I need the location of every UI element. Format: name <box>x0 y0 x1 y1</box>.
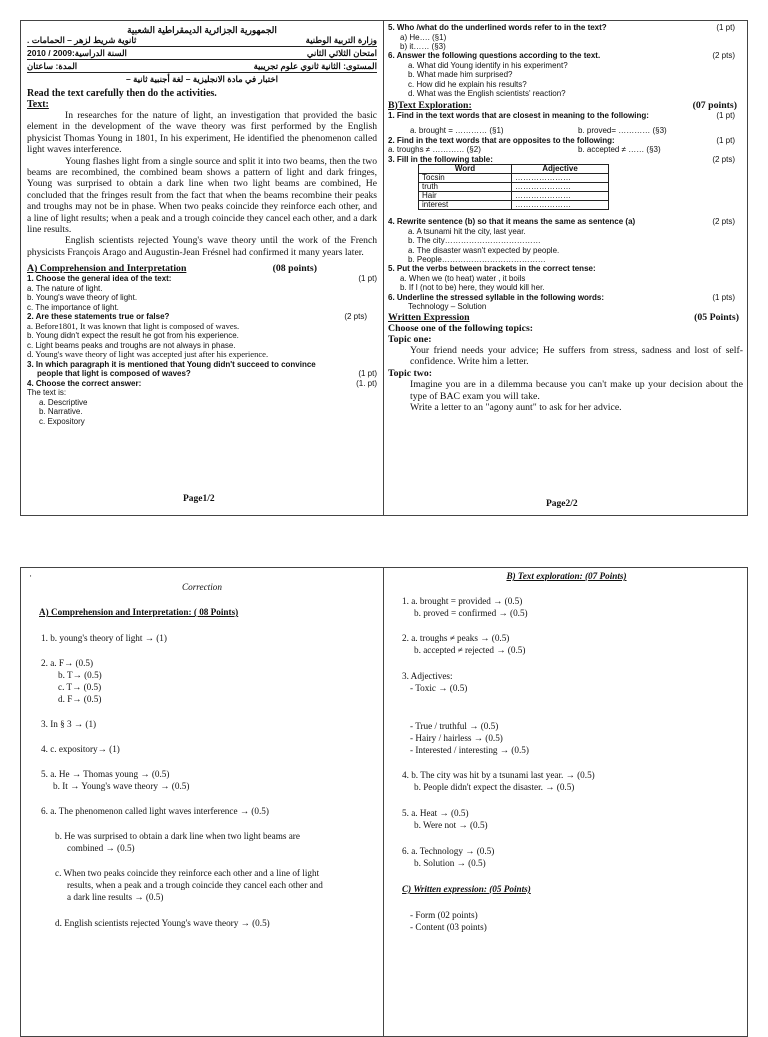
b2-answers: a. troughs ≠ ………… (§2) b. accepted ≠ …… (§3) <box>388 145 661 155</box>
b4-item: a. The disaster wasn't expected by people. <box>408 245 560 255</box>
correction-title: Correction <box>182 582 222 592</box>
answer-b5-b: b. Were not → (0.5) <box>414 820 488 830</box>
page-2-column <box>384 21 748 515</box>
duration-ar: المدة: ساعتان <box>27 61 78 71</box>
table-row <box>419 174 609 183</box>
q5-item-b: b) it…… (§3) <box>400 42 446 51</box>
fill-table <box>418 164 609 210</box>
answer-a6-b: b. He was surprised to obtain a dark line when two light beams are <box>55 831 300 841</box>
b-question-1: 1. Find in the text words that are closest in meaning to the following: (1 pt) <box>388 110 735 120</box>
page-2-footer: Page2/2 <box>546 499 578 509</box>
answer-a6-c-cont: results, when a peak and a trough coincide they cancel each other and <box>67 880 323 890</box>
q6-item-d: d. What was the English scientists' reaction? <box>408 89 566 99</box>
question-4: 4. Choose the correct answer: (1. pt) <box>27 378 377 388</box>
correction-section-b: B) Text exploration: (07 Points) <box>506 571 627 581</box>
table-cell: ………………… <box>512 183 609 192</box>
table-row <box>419 183 609 192</box>
table-header: Adjective <box>512 165 609 174</box>
b4-item: a. A tsunami hit the city, last year. <box>408 226 526 236</box>
q1-option-a: a. The nature of light. <box>27 283 103 293</box>
answer-a6-a: 6. a. The phenomenon called light waves interference → (0.5) <box>41 806 269 816</box>
header-rule <box>27 46 377 47</box>
header-row-1 <box>27 35 377 45</box>
answer-b2-b: b. accepted ≠ rejected → (0.5) <box>414 645 526 655</box>
q6-item-b: b. What made him surprised? <box>408 70 513 80</box>
subject-ar: اختبار في مادة الانجليزية – لغة أجنبية ثانية – <box>126 74 278 84</box>
answer-b3-title: 3. Adjectives: <box>402 671 453 681</box>
answer-a4: 4. c. expository→ (1) <box>41 744 120 754</box>
table-cell: truth <box>419 183 512 192</box>
question-3-cont: people that light is composed of waves? (1 pt) <box>37 369 377 379</box>
text-label: Text: <box>27 99 49 110</box>
topic-two-instruction: Write a letter to an "agony aunt" to ask for her advice. <box>410 402 622 414</box>
q2-statement-b: b. Young didn't expect the result he got from his experience. <box>27 331 239 341</box>
answer-a2-c: c. T→ (0.5) <box>58 682 102 692</box>
section-a-heading: A) Comprehension and Interpretation (08 points) <box>27 263 317 275</box>
header-title-ar: الجمهورية الجزائرية الديمقراطية الشعبية <box>127 25 277 35</box>
answer-b3-item: - Hairy / hairless → (0.5) <box>410 733 503 743</box>
correction-left-column <box>21 568 383 1036</box>
correction-sheet <box>20 567 748 1037</box>
q2-statement-d: d. Young's wave theory of light was accepted just after his experience. <box>27 349 269 360</box>
answer-b3-item: - Toxic → (0.5) <box>410 683 468 693</box>
answer-a5-b: b. It → Young's wave theory → (0.5) <box>53 781 190 791</box>
answer-a2-a: 2. a. F→ (0.5) <box>41 658 94 668</box>
answer-a6-c: c. When two peaks coincide they reinforce each other and a line of light <box>55 868 320 878</box>
answer-a1: 1. b. young's theory of light → (1) <box>41 633 167 643</box>
topic-two-label: Topic two: <box>388 368 432 380</box>
answer-b6-b: b. Solution → (0.5) <box>414 858 486 868</box>
b-question-4: 4. Rewrite sentence (b) so that it means the same as sentence (a) (2 pts) <box>388 217 735 227</box>
b1-answers: a. brought = ………… (§1) b. proved= ………… (§3) <box>410 126 667 136</box>
b4-item: b. The city……………………………… <box>408 236 541 246</box>
page-1-column <box>21 21 383 515</box>
q4-option-c: c. Expository <box>39 416 85 426</box>
answer-b4-a: 4. b. The city was hit by a tsunami last year. → (0.5) <box>402 770 595 780</box>
b-question-3: 3. Fill in the following table: (2 pts) <box>388 154 735 164</box>
topic-one-text: Your friend needs your advice; He suffers from stress, sadness and lost of self-confidence. Write him a letter. <box>410 344 743 368</box>
correction-section-c: C) Written expression: (05 Points) <box>402 884 531 894</box>
table-cell: Hair <box>419 192 512 201</box>
table-header-row <box>419 165 609 174</box>
q1-option-b: b. Young's wave theory of light. <box>27 293 138 303</box>
answer-b6-a: 6. a. Technology → (0.5) <box>402 846 495 856</box>
answer-b3-item: - Interested / interesting → (0.5) <box>410 745 529 755</box>
text-paragraph-2: Young flashes light from a single source and split it into two beams, then the two beams are recombined, the combined beam shows a pattern of light and dark fringes, Young was surprised to obtain a dark line when two light beams are combined, He concluded that the fringes result from the fact that when the beams recombine their peaks and troughs may not be in phase. When two peaks coincide they reinforce each other, and a line of light results; when a peak and a trough coincide they cancel each other, and a dark line results. <box>27 155 377 236</box>
table-row <box>419 201 609 210</box>
answer-b1-a: 1. a. brought = provided → (0.5) <box>402 596 523 606</box>
q4-stem: The text is: <box>27 388 67 398</box>
q1-option-c: c. The importance of light. <box>27 302 119 312</box>
b4-item: b. People………………………………… <box>408 255 546 265</box>
b-question-6: 6. Underline the stressed syllable in the following words: (1 pts) <box>388 292 735 302</box>
answer-a3: 3. In § 3 → (1) <box>41 719 97 729</box>
q4-option-a: a. Descriptive <box>39 397 88 407</box>
answer-b1-b: b. proved = confirmed → (0.5) <box>414 608 528 618</box>
q4-option-b: b. Narrative. <box>39 407 83 417</box>
table-cell: interest <box>419 201 512 210</box>
section-b-heading: B)Text Exploration: (07 points) <box>388 99 737 111</box>
exam-sheet <box>20 20 748 516</box>
table-cell: ………………… <box>512 201 609 210</box>
b6-words: Technology – Solution <box>408 302 487 312</box>
answer-a6-c-cont: a dark line results → (0.5) <box>67 892 164 902</box>
q2-statement-a: a. Before1801, It was known that light is composed of waves. <box>27 320 240 331</box>
header-row-3 <box>27 61 377 71</box>
year-ar: السنة الدراسية:2009 / 2010 <box>27 48 127 58</box>
choose-topic: Choose one of the following topics: <box>388 322 534 334</box>
correction-right-column <box>384 568 748 1036</box>
question-5: 5. Who /what do the underlined words refer to in the text? (1 pt) <box>388 23 735 32</box>
header-rule <box>27 72 377 73</box>
ministry-ar: وزارة التربية الوطنية <box>305 35 377 45</box>
correction-section-a: A) Comprehension and Interpretation: ( 08 Points) <box>39 607 239 617</box>
school-ar: ثانوية شريط لزهر – الحمامات . <box>27 35 137 45</box>
question-6: 6. Answer the following questions according to the text. (2 pts) <box>388 51 735 61</box>
question-1: 1. Choose the general idea of the text: (1 pt) <box>27 274 377 284</box>
exam-ar: امتحان الثلاثي الثاني <box>306 48 377 58</box>
corner-mark: · <box>29 571 33 581</box>
header-row-2 <box>27 48 377 58</box>
q6-item-c: c. How did he explain his results? <box>408 79 527 89</box>
table-cell: Tocsin <box>419 174 512 183</box>
header-rule <box>27 59 377 60</box>
page-1-footer: Page1/2 <box>183 494 215 504</box>
b5-item-a: a. When we (to heat) water , it boils <box>400 274 526 284</box>
answer-b5-a: 5. a. Heat → (0.5) <box>402 808 469 818</box>
b5-item-b: b. If I (not to be) here, they would kill her. <box>400 283 545 293</box>
q5-item-a: a) He…. (§1) <box>400 32 447 42</box>
topic-one-label: Topic one: <box>388 333 432 345</box>
table-header: Word <box>419 165 512 174</box>
q2-statement-c: c. Light beams peaks and troughs are not always in phase. <box>27 340 236 350</box>
b-question-5: 5. Put the verbs between brackets in the correct tense: <box>388 264 596 274</box>
answer-b3-item: - True / truthful → (0.5) <box>410 721 499 731</box>
topic-two-text: Imagine you are in a dilemma because you can't make up your decision about the type of BAC exam you will take. <box>410 379 743 402</box>
instruction: Read the text carefully then do the activities. <box>27 88 217 99</box>
answer-c-content: - Content (03 points) <box>410 922 487 932</box>
table-cell: ………………… <box>512 174 609 183</box>
question-3: 3. In which paragraph it is mentioned that Young didn't succeed to convince <box>27 359 316 369</box>
answer-b2-a: 2. a. troughs ≠ peaks → (0.5) <box>402 633 510 643</box>
q6-item-a: a. What did Young identify in his experiment? <box>408 61 568 70</box>
answer-a2-d: d. F→ (0.5) <box>58 694 102 704</box>
answer-b4-b: b. People didn't expect the disaster. → (0.5) <box>414 782 575 792</box>
answer-a2-b: b. T→ (0.5) <box>58 670 102 680</box>
text-paragraph-1: In researches for the nature of light, an investigation that provided the basic element in the development of the wave theory was first performed by the English physicist Thomas Young in 1801, In his experiment, He identified the phenomenon called light waves interference. <box>27 110 377 156</box>
answer-a6-d: d. English scientists rejected Young's wave theory → (0.5) <box>55 918 270 928</box>
level-ar: المستوى: الثانية ثانوي علوم تجريبية <box>253 61 377 71</box>
answer-c-form: - Form (02 points) <box>410 910 478 920</box>
section-c-heading: Written Expression (05 Points) <box>388 311 739 323</box>
b-question-2: 2. Find in the text words that are opposites to the following: (1 pt) <box>388 135 735 145</box>
answer-a5-a: 5. a. He → Thomas young → (0.5) <box>41 769 170 779</box>
question-2: 2. Are these statements true or false? (2 pts) <box>27 312 367 322</box>
table-cell: ………………… <box>512 192 609 201</box>
text-paragraph-3: English scientists rejected Young's wave theory until the work of the French physicists François Arago and Augustin-Jean Frésnel had confirmed it many years later. <box>27 235 377 258</box>
answer-a6-b-cont: combined → (0.5) <box>67 843 135 853</box>
